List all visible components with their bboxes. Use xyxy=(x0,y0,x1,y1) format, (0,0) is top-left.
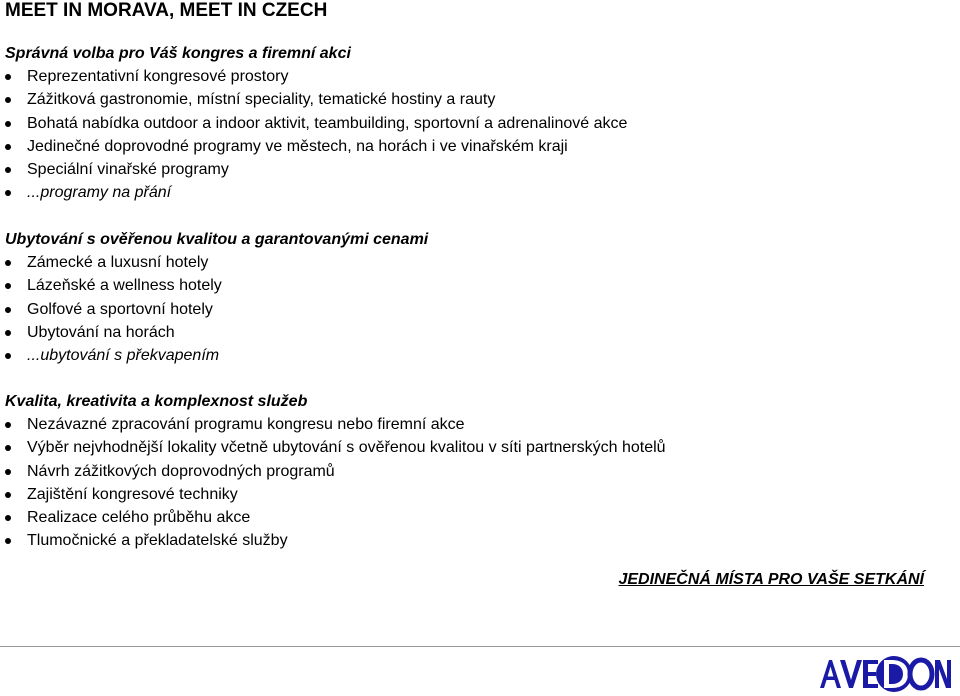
bullet-icon xyxy=(5,445,11,451)
section-heading: Ubytování s ověřenou kvalitou a garantovanými cenami xyxy=(5,231,429,248)
bullet-icon xyxy=(5,167,11,173)
list-item: Realizace celého průběhu akce xyxy=(5,506,666,529)
section-heading: Kvalita, kreativita a komplexnost služeb xyxy=(5,393,308,410)
bullet-icon xyxy=(5,121,11,127)
list-item: Speciální vinařské programy xyxy=(5,158,627,181)
bullet-icon xyxy=(5,74,11,80)
bullet-icon xyxy=(5,515,11,521)
bullet-icon xyxy=(5,283,11,289)
list-item: Zajištění kongresové techniky xyxy=(5,483,666,506)
list-item: ...programy na přání xyxy=(5,181,627,204)
document-title: MEET IN MORAVA, MEET IN CZECH xyxy=(5,0,328,21)
bullet-icon xyxy=(5,469,11,475)
list-item: Zážitková gastronomie, místní speciality, tematické hostiny a rauty xyxy=(5,88,627,111)
bullet-icon xyxy=(5,97,11,103)
list-item: Tlumočnické a překladatelské služby xyxy=(5,529,666,552)
section-heading: Správná volba pro Váš kongres a firemní akci xyxy=(5,45,351,62)
bullet-icon xyxy=(5,538,11,544)
bullet-list xyxy=(5,413,666,553)
footer-divider xyxy=(0,646,960,647)
list-item: Lázeňské a wellness hotely xyxy=(5,274,428,297)
motto-text: JEDINEČNÁ MÍSTA PRO VAŠE SETKÁNÍ xyxy=(618,571,924,588)
bullet-list xyxy=(5,251,428,367)
bullet-icon xyxy=(5,307,11,313)
bullet-icon xyxy=(5,330,11,336)
bullet-icon xyxy=(5,353,11,359)
bullet-icon xyxy=(5,492,11,498)
list-item: ...ubytování s překvapením xyxy=(5,344,428,367)
list-item: Golfové a sportovní hotely xyxy=(5,298,428,321)
bullet-icon xyxy=(5,144,11,150)
bullet-icon xyxy=(5,190,11,196)
list-item: Nezávazné zpracování programu kongresu nebo firemní akce xyxy=(5,413,666,436)
bullet-list xyxy=(5,65,627,205)
section-congress xyxy=(5,42,627,205)
bullet-icon xyxy=(5,422,11,428)
avedon-logo xyxy=(818,652,952,692)
list-item: Zámecké a luxusní hotely xyxy=(5,251,428,274)
section-accommodation xyxy=(5,228,428,367)
section-services xyxy=(5,390,666,553)
list-item: Jedinečné doprovodné programy ve městech, na horách i ve vinařském kraji xyxy=(5,135,627,158)
list-item: Ubytování na horách xyxy=(5,321,428,344)
list-item: Reprezentativní kongresové prostory xyxy=(5,65,627,88)
list-item: Výběr nejvhodnější lokality včetně ubytování s ověřenou kvalitou v síti partnerských hotelů xyxy=(5,436,666,459)
list-item: Návrh zážitkových doprovodných programů xyxy=(5,460,666,483)
list-item: Bohatá nabídka outdoor a indoor aktivit, teambuilding, sportovní a adrenalinové akce xyxy=(5,112,627,135)
bullet-icon xyxy=(5,260,11,266)
